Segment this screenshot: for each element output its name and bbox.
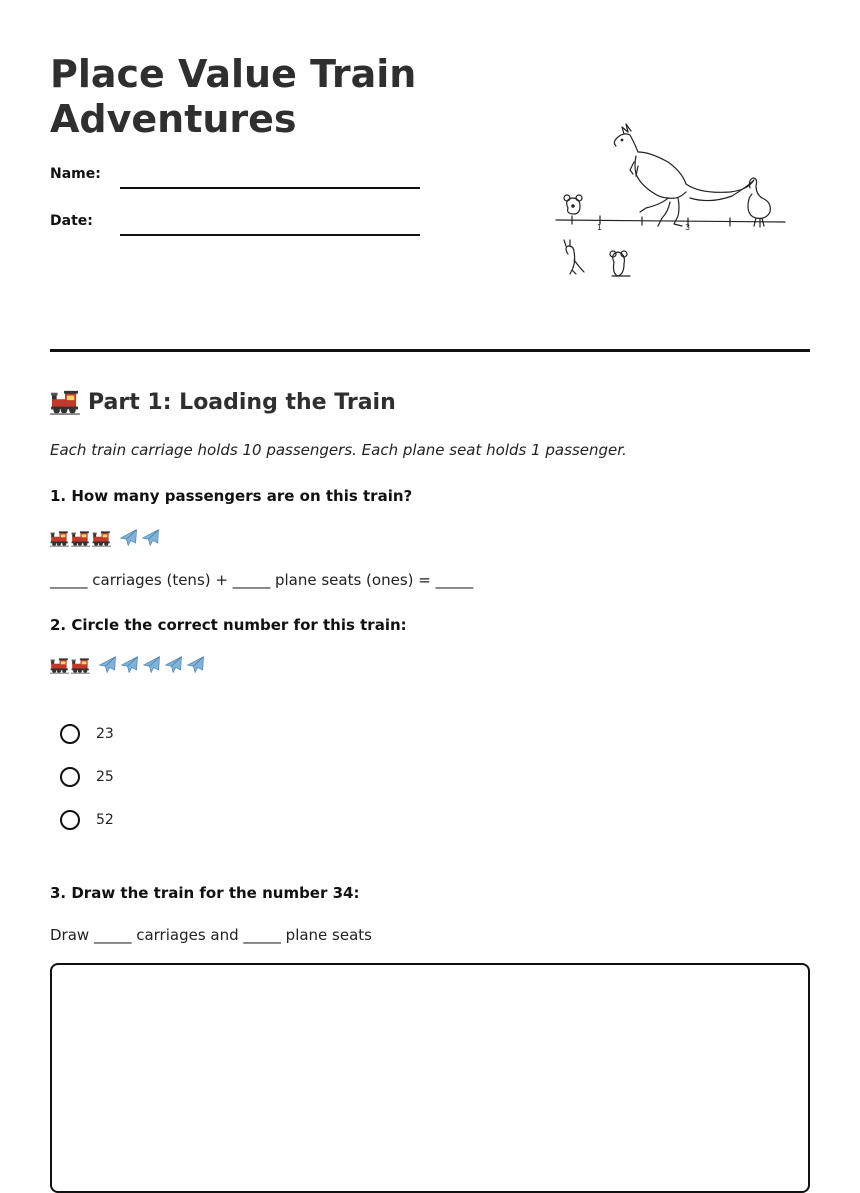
plane-icon [164, 655, 184, 675]
answer-option-52[interactable] [60, 810, 114, 830]
option-label: 23 [96, 726, 114, 742]
train-icon [50, 389, 80, 415]
plane-icon [120, 655, 140, 675]
radio-button[interactable] [60, 724, 80, 744]
drawing-area[interactable] [50, 963, 810, 1193]
plane-icon [98, 655, 118, 675]
plane-icon [141, 528, 161, 548]
train-icon [71, 530, 90, 547]
plane-icon [119, 528, 139, 548]
title-line-2: Adventures [50, 97, 297, 141]
answer-option-23[interactable] [60, 724, 114, 744]
question-3: 3. Draw the train for the number 34: [50, 884, 360, 902]
option-label: 25 [96, 769, 114, 785]
train-icon [92, 530, 111, 547]
number-line-label-3: 3 [685, 223, 691, 232]
section-divider [50, 349, 810, 352]
question-3-instruction: Draw _____ carriages and _____ plane seats [50, 926, 372, 944]
page-title [50, 52, 510, 142]
question-1-icons [50, 528, 161, 548]
name-field[interactable] [120, 187, 420, 189]
radio-button[interactable] [60, 810, 80, 830]
plane-icon [142, 655, 162, 675]
title-line-1: Place Value Train [50, 52, 417, 96]
question-1: 1. How many passengers are on this train? [50, 487, 413, 505]
train-icon [71, 657, 90, 674]
answer-option-25[interactable] [60, 767, 114, 787]
name-label: Name: [50, 166, 101, 182]
option-label: 52 [96, 812, 114, 828]
plane-icon [186, 655, 206, 675]
question-2-icons [50, 655, 206, 675]
part1-heading [50, 389, 396, 415]
number-line-label-1: 1 [597, 223, 603, 232]
question-1-equation: _____ carriages (tens) + _____ plane seats (ones) = _____ [50, 571, 474, 589]
train-icon [50, 657, 69, 674]
train-icon [50, 530, 69, 547]
date-label: Date: [50, 213, 93, 229]
date-field[interactable] [120, 234, 420, 236]
radio-button[interactable] [60, 767, 80, 787]
question-2: 2. Circle the correct number for this train: [50, 616, 407, 634]
part1-intro: Each train carriage holds 10 passengers. Each plane seat holds 1 passenger. [50, 441, 627, 459]
part1-heading-text: Part 1: Loading the Train [88, 389, 396, 415]
kangaroo-illustration [550, 122, 790, 287]
